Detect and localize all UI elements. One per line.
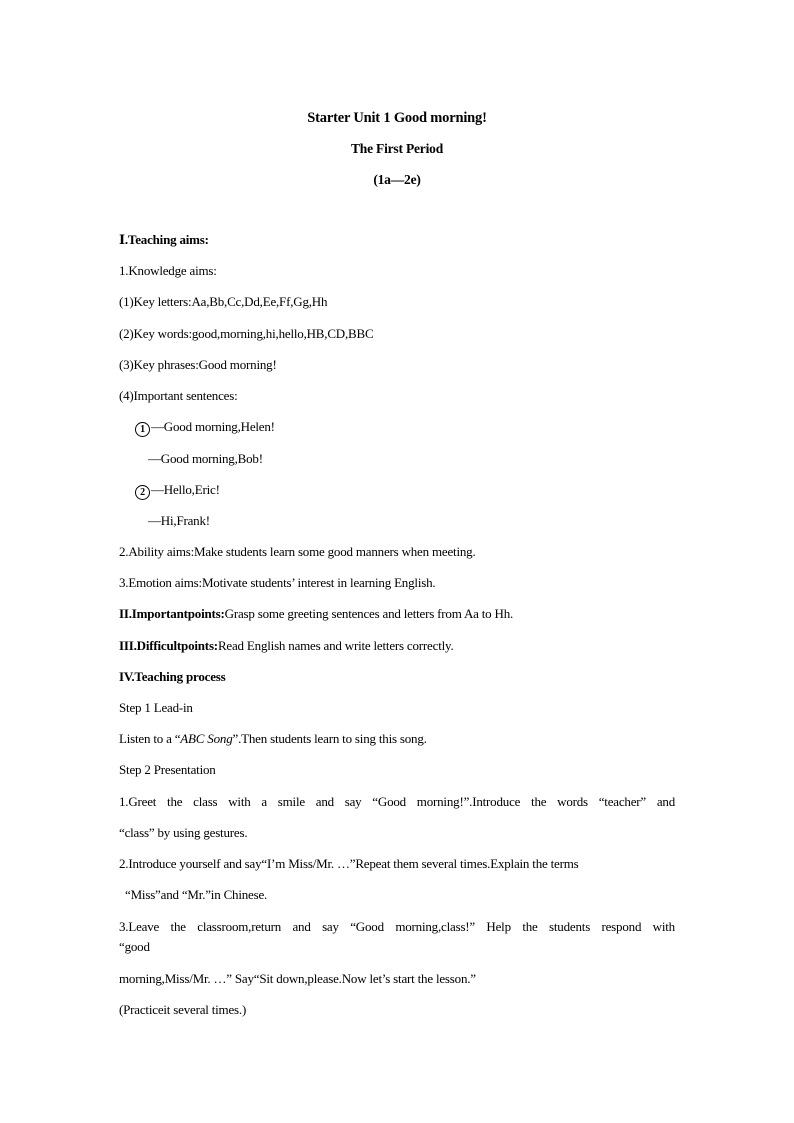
difficult-points-label: III.Difficultpoints:: [119, 638, 218, 653]
section-heading-process: IV.Teaching process: [119, 669, 226, 684]
circled-number-2: 2: [135, 485, 150, 500]
step-2-heading: Step 2 Presentation: [119, 762, 216, 777]
difficult-points: [119, 637, 454, 655]
presentation-2-line-1: 2.Introduce yourself and say“I’m Miss/Mr. …”Repeat them several times.Explain the terms: [119, 856, 579, 871]
period-subtitle: The First Period: [350, 141, 444, 156]
step-1-heading: Step 1 Lead-in: [119, 700, 193, 715]
dialog-2-line-1: [135, 481, 220, 500]
song-title: ABC Song: [180, 731, 233, 746]
presentation-3-line-3: morning,Miss/Mr. …” Say“Sit down,please.Now let’s start the lesson.”: [119, 971, 476, 986]
dialog-text: —Hello,Eric!: [151, 482, 220, 497]
section-heading-aims: Ⅰ.Teaching aims:: [119, 232, 209, 247]
period-range: (1a—2e): [373, 172, 421, 187]
practice-note: (Practiceit several times.): [119, 1002, 247, 1017]
important-points-label: II.Importantpoints:: [119, 606, 225, 621]
dialog-text: —Good morning,Helen!: [151, 419, 275, 434]
key-phrases: (3)Key phrases:Good morning!: [119, 357, 277, 372]
circled-number-1: 1: [135, 422, 150, 437]
key-letters: (1)Key letters:Aa,Bb,Cc,Dd,Ee,Ff,Gg,Hh: [119, 294, 328, 309]
dialog-1-line-1: [135, 418, 275, 437]
presentation-3-line-2: “good: [119, 939, 150, 954]
presentation-3-line-1: 3.Leave the classroom,return and say “Good morning,class!” Help the students respond with: [119, 919, 675, 934]
difficult-points-text: Read English names and write letters correctly.: [217, 638, 454, 653]
listen-post: ”.Then students learn to sing this song.: [232, 731, 427, 746]
important-points: [119, 605, 513, 623]
important-points-text: Grasp some greeting sentences and letters from Aa to Hh.: [224, 606, 514, 621]
listen-pre: Listen to a “: [119, 731, 181, 746]
document-title: Starter Unit 1 Good morning!: [307, 110, 487, 126]
dialog-2-line-2: —Hi,Frank!: [148, 513, 210, 528]
presentation-1-line-1: 1.Greet the class with a smile and say “Good morning!”.Introduce the words “teacher” and: [119, 794, 675, 809]
emotion-aims: 3.Emotion aims:Motivate students’ interest in learning English.: [119, 575, 436, 590]
ability-aims: 2.Ability aims:Make students learn some good manners when meeting.: [119, 544, 476, 559]
dialog-1-line-2: —Good morning,Bob!: [148, 451, 263, 466]
listen-instruction: [119, 730, 427, 748]
knowledge-aims-label: 1.Knowledge aims:: [119, 263, 217, 278]
important-sentences-label: (4)Important sentences:: [119, 388, 238, 403]
presentation-1-line-2: “class” by using gestures.: [119, 825, 248, 840]
key-words: (2)Key words:good,morning,hi,hello,HB,CD,BBC: [119, 326, 374, 341]
presentation-2-line-2: “Miss”and “Mr.”in Chinese.: [125, 887, 268, 902]
